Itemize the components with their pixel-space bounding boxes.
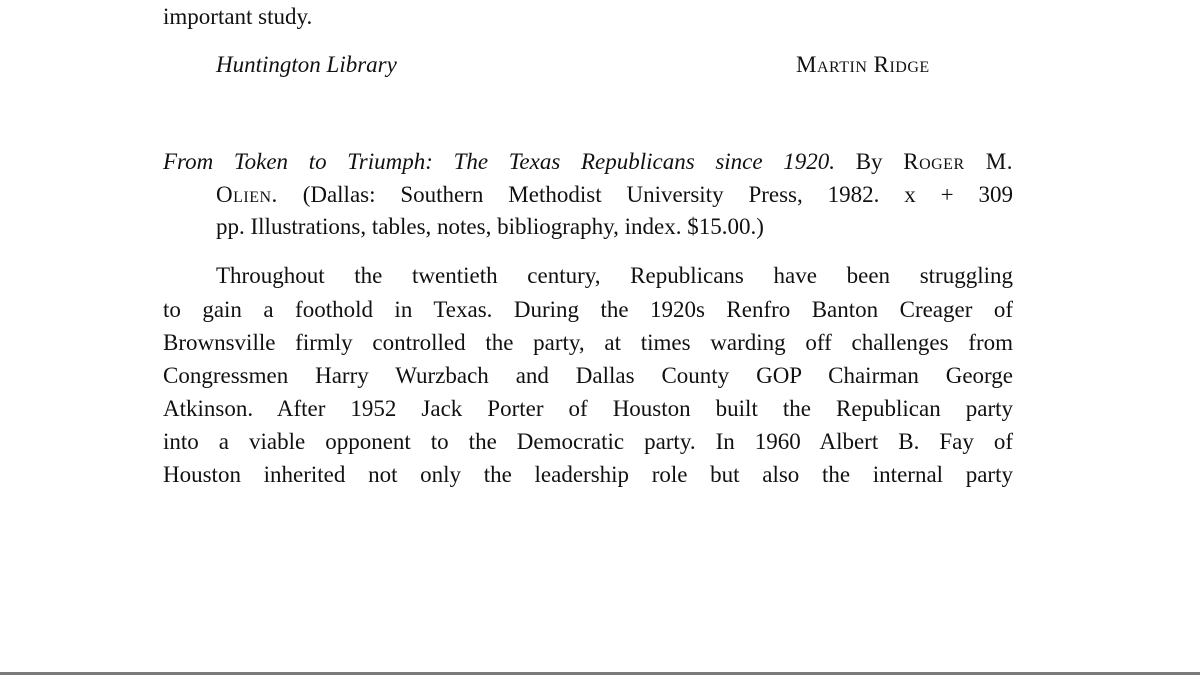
body-line: Throughout the twentieth century, Republicans have been struggling [216,263,1013,288]
citation-line-2 [216,181,1013,209]
reviewer-name: Martin Ridge [796,52,930,77]
book-author-first: Roger M. [903,149,1014,174]
previous-review-last-line: important study. [163,4,313,29]
body-line: Atkinson. After 1952 Jack Porter of Houston built the Republican party [163,396,1013,421]
publication-details: (Dallas: Southern Methodist University Press, 1982. x + 309 [302,182,1013,207]
reviewer-affiliation: Huntington Library [216,52,397,77]
citation-by: By [855,149,883,174]
body-line: Congressmen Harry Wurzbach and Dallas County GOP Chairman George [163,363,1013,388]
body-line: into a viable opponent to the Democratic party. In 1960 Albert B. Fay of [163,429,1013,454]
citation-line-1 [163,148,1013,176]
book-author-last: Olien. [216,182,278,207]
citation-line-3: pp. Illustrations, tables, notes, bibliography, index. $15.00.) [216,214,764,239]
book-title: From Token to Triumph: The Texas Republicans since 1920. [163,149,836,174]
body-line: to gain a foothold in Texas. During the 1920s Renfro Banton Creager of [163,297,1013,322]
body-line: Houston inherited not only the leadership role but also the internal party [163,462,1013,487]
body-line: Brownsville firmly controlled the party, at times warding off challenges from [163,330,1013,355]
